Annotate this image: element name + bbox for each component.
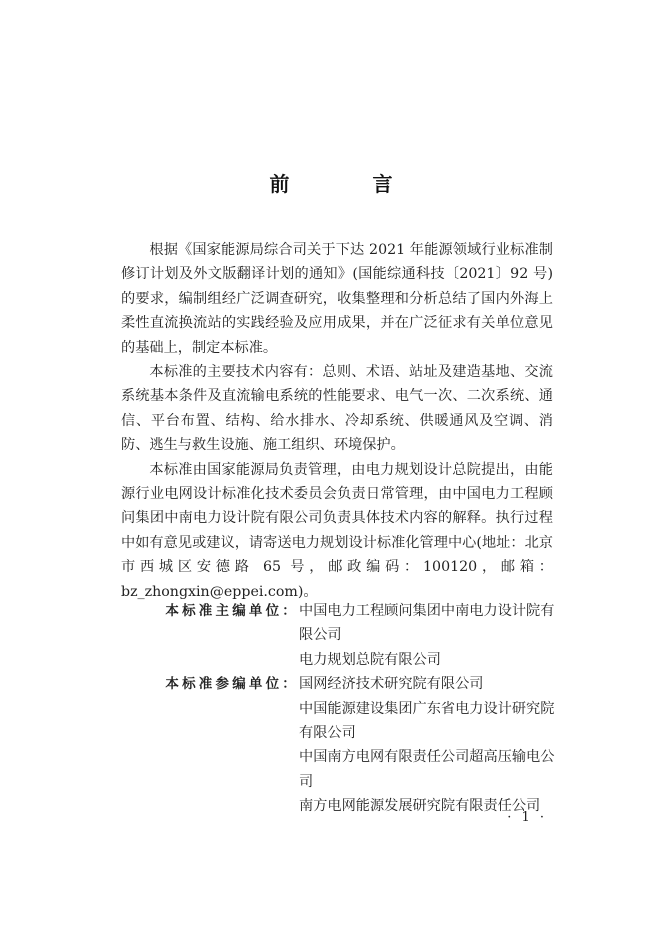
page-number: · 1 · — [507, 810, 547, 825]
chief-unit: 电力规划总院有限公司 — [299, 651, 441, 668]
participating-unit: 中国南方电网有限责任公司超高压输电公司 — [299, 749, 555, 790]
participating-editor-label: 本标准参编单位： — [165, 676, 299, 693]
paragraph-basis: 根据《国家能源局综合司关于下达 2021 年能源领域行业标准制修订计划及外文版翻译计划的通知》(国能综通科技〔2021〕92 号)的要求，编制组经广泛调查研究，收集整理和分析总结了国内外海上柔性直流换流站的实践经验及应用成果，并在广泛征求有关单位意见的基础上，制定本标准。 — [121, 242, 553, 356]
participating-unit: 南方电网能源发展研究院有限责任公司 — [299, 798, 541, 815]
chief-editor-row — [121, 599, 561, 672]
participating-editor-list — [299, 672, 561, 818]
preface-body — [121, 238, 553, 604]
chief-editor-label: 本标准主编单位： — [165, 603, 299, 619]
chief-unit: 中国电力工程顾问集团中南电力设计院有限公司 — [299, 603, 555, 644]
page-title: 前 言 — [269, 172, 431, 196]
participating-unit: 国网经济技术研究院有限公司 — [299, 676, 484, 693]
paragraph-management: 本标准由国家能源局负责管理，由电力规划设计总院提出，由能源行业电网设计标准化技术委员会负责日常管理，由中国电力工程顾问集团中南电力设计院有限公司负责具体技术内容的解释。执行过程中如有意见或建议，请寄送电力规划设计标准化管理中心(地址：北京市西城区安德路 65 号，邮政编码：100120，邮箱：bz_zhongxin@eppei.com)。 — [121, 461, 553, 600]
paragraph-contents: 本标准的主要技术内容有：总则、术语、站址及建造基地、交流系统基本条件及直流输电系统的性能要求、电气一次、二次系统、通信、平台布置、结构、给水排水、冷却系统、供暖通风及空调、消防、逃生与救生设施、施工组织、环境保护。 — [121, 364, 553, 454]
editor-units — [121, 599, 561, 819]
participating-editor-row — [121, 672, 561, 818]
participating-unit: 中国能源建设集团广东省电力设计研究院有限公司 — [299, 700, 555, 742]
chief-editor-list — [299, 599, 561, 672]
